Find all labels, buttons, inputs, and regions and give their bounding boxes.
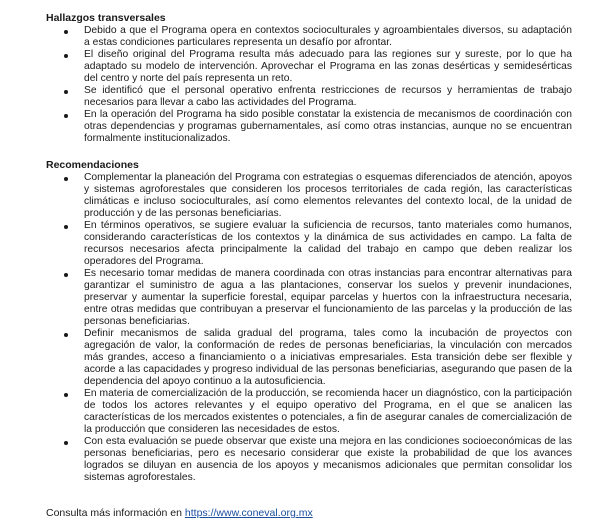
bullet-icon xyxy=(64,225,68,229)
bullet-icon xyxy=(64,30,68,34)
list-item: En la operación del Programa ha sido posible constatar la existencia de mecanismos de coordinación con otras dependencias y programas gubernamentales, así como otras instancias, aunque no se encuentran formalmente institucionalizados. xyxy=(46,109,572,145)
list-item: En términos operativos, se sugiere evaluar la suficiencia de recursos, tanto materiales como humanos, considerando características de los contextos y la dinámica de sus actividades en campo. La falta de recursos necesarios afecta principalmente la calidad del trabajo en campo que deben realizar los operadores del Programa. xyxy=(46,220,572,268)
list-item: Se identificó que el personal operativo enfrenta restricciones de recursos y herramientas de trabajo necesarios para llevar a cabo las actividades del Programa. xyxy=(46,85,572,109)
footer xyxy=(46,507,313,519)
list-item: Complementar la planeación del Programa con estrategias o esquemas diferenciados de atención, apoyos y sistemas agroforestales que consideren los procesos territoriales de cada región, las características climáticas e incluso socioculturales, así como elementos relevantes del contexto local, de la unidad de producción y de las personas beneficiarias. xyxy=(46,172,572,220)
list-item: Es necesario tomar medidas de manera coordinada con otras instancias para encontrar alternativas para garantizar el suministro de agua a las plantaciones, conservar los suelos y prevenir inundaciones, preservar y aumentar la superficie forestal, equipar parcelas y huertos con la infraestructura necesaria, entre otras medidas que contribuyan a preservar el funcionamiento de las parcelas y la producción de las personas beneficiarias. xyxy=(46,268,572,328)
list-item: El diseño original del Programa resulta más adecuado para las regiones sur y sureste, por lo que ha adaptado su modelo de intervención. Aprovechar el Programa en las zonas desérticas y semidesérticas del centro y norte del país representa un reto. xyxy=(46,49,572,85)
coneval-link[interactable]: https://www.coneval.org.mx xyxy=(184,507,313,519)
bullet-icon xyxy=(64,114,68,118)
bullet-icon xyxy=(64,393,68,397)
footer-text: Consulta más información en xyxy=(46,507,182,519)
recomendaciones-list xyxy=(46,172,572,484)
section-title-recomendaciones: Recomendaciones xyxy=(46,159,139,171)
hallazgos-list xyxy=(46,25,572,145)
list-item: En materia de comercialización de la producción, se recomienda hacer un diagnóstico, con la participación de todos los actores relevantes y el equipo operativo del Programa, en el que se analicen las características de los mercados existentes o potenciales, a fin de asegurar canales de comercialización de la producción que consideren las necesidades de estos. xyxy=(46,388,572,436)
bullet-icon xyxy=(64,54,68,58)
bullet-icon xyxy=(64,333,68,337)
bullet-icon xyxy=(64,273,68,277)
list-item: Debido a que el Programa opera en contextos socioculturales y agroambientales diversos, su adaptación a estas condiciones particulares representa un desafío por afrontar. xyxy=(46,25,572,49)
section-title-hallazgos: Hallazgos transversales xyxy=(46,12,166,24)
list-item: Definir mecanismos de salida gradual del programa, tales como la incubación de proyectos con agregación de valor, la conformación de redes de personas beneficiarias, la vinculación con mercados más grandes, acceso a financiamiento o a iniciativas empresariales. Esta transición debe ser flexible y acorde a las capacidades y progreso individual de las personas beneficiarias, asegurando que pasen de la dependencia del apoyo continuo a la autosuficiencia. xyxy=(46,328,572,388)
bullet-icon xyxy=(64,177,68,181)
bullet-icon xyxy=(64,90,68,94)
bullet-icon xyxy=(64,441,68,445)
list-item: Con esta evaluación se puede observar que existe una mejora en las condiciones socioeconómicas de las personas beneficiarias, pero es necesario considerar que existe la probabilidad de que los avances logrados se diluyan en ausencia de los apoyos y mecanismos adicionales que permitan consolidar los sistemas agroforestales. xyxy=(46,436,572,484)
